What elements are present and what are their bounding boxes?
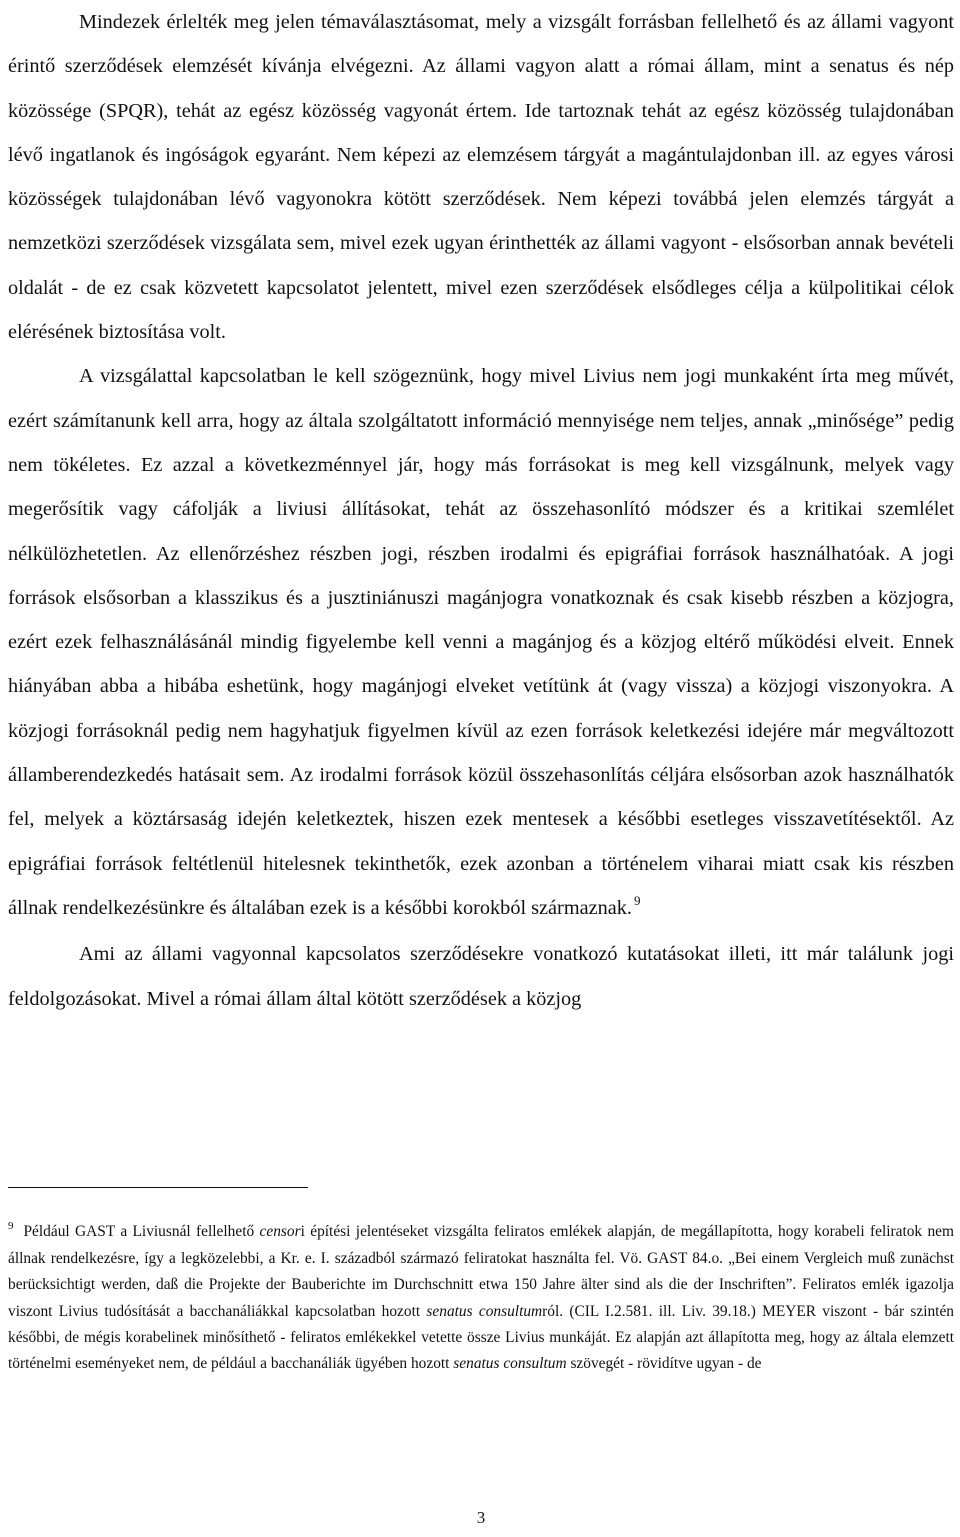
- footnote-italic-3: senatus consultum: [453, 1355, 567, 1373]
- footnote-separator: [8, 1187, 308, 1188]
- footnote-number: 9: [8, 1220, 14, 1232]
- page-number: 3: [476, 1508, 486, 1527]
- paragraph-3-text: Ami az állami vagyonnal kapcsolatos szerződésekre vonatkozó kutatásokat illeti, itt már találunk jogi feldolgozásokat. Mivel a római állam által kötött szerződések a közjog: [8, 943, 954, 1010]
- footnote-italic-2: senatus consultum: [426, 1302, 543, 1320]
- footnote-italic-1: censor: [259, 1223, 301, 1240]
- footnote-text-2: i építési jelentéseket vizsgálta feliratos emlékek alapján, de megállapította, hogy korabeli feliratok nem állnak rendelkezésre, így a legközelebbi, a Kr. e. I. századból származó feliratokat használta fel. Vö. GAST 84.o. „Bei einem Vergleich muß zunächst berücksichtigt werden, daß die Projekte der Bauberichte im Durchschnitt etwa 150 Jahre älter sind als die der Inschriften”. Feliratos emlék igazolja viszont Livius tudósítását a bacchanáliákkal kapcsolatban hozott: [8, 1223, 954, 1320]
- footnote-text-1: Például GAST a Liviusnál fellelhető: [23, 1223, 260, 1240]
- paragraph-1: [8, 0, 954, 354]
- footnote: [8, 1219, 954, 1377]
- document-page: [8, 0, 954, 1537]
- footnote-text-3: ról. (CIL I.2.581. ill. Liv. 39.18.) MEYER viszont - bár szintén későbbi, de mégis korabelinek minősíthető - feliratos emlékekkel vetette össze Livius munkáját. Ez alapján azt állapította meg, hogy az általa elemzett történelmi eseményeket nem, de például a bacchanáliák ügyében hozott: [8, 1302, 954, 1373]
- paragraph-1-text: Mindezek érlelték meg jelen témaválasztásomat, mely a vizsgált forrásban fellelhető és az állami vagyont érintő szerződések elemzését kívánja elvégezni. Az állami vagyon alatt a római állam, mint a senatus és nép közössége (SPQR), tehát az egész közösség vagyonát értem. Ide tartoznak tehát az egész közösség tulajdonában lévő ingatlanok és ingóságok egyaránt. Nem képezi az elemzésem tárgyát a magántulajdonban ill. az egyes városi közösségek tulajdonában lévő vagyonokra kötött szerződések. Nem képezi továbbá jelen elemzés tárgyát a nemzetközi szerződések vizsgálata sem, mivel ezek ugyan érinthették az állami vagyont - elsősorban annak bevételi oldalát - de ez csak közvetett kapcsolatot jelentett, mivel ezen szerződések elsődleges célja a külpolitikai célok elérésének biztosítása volt.: [8, 11, 954, 344]
- footnote-text-4: szövegét - rövidítve ugyan - de: [566, 1355, 762, 1373]
- paragraph-3: [8, 932, 954, 1021]
- body-text: [8, 0, 954, 1021]
- paragraph-2: [8, 354, 954, 932]
- footnote-9: [8, 1219, 954, 1377]
- paragraph-2-text: A vizsgálattal kapcsolatban le kell szögeznünk, hogy mivel Livius nem jogi munkaként írta meg művét, ezért számítanunk kell arra, hogy az általa szolgáltatott információ mennyisége nem teljes, annak „minősége” pedig nem tökéletes. Ez azzal a következménnyel jár, hogy más forrásokat is meg kell vizsgálnunk, melyek vagy megerősítik vagy cáfolják a liviusi állításokat, tehát az összehasonlító módszer és a kritikai szemlélet nélkülözhetetlen. Az ellenőrzéshez részben jogi, részben irodalmi és epigráfiai források használhatóak. A jogi források elsősorban a klasszikus és a jusztiniánuszi magánjogra vonatkoznak és csak kisebb részben a közjogra, ezért ezek felhasználásánál mindig figyelembe kell venni a magánjog és a közjog eltérő működési elveit. Ennek hiányában abba a hibába eshetünk, hogy magánjogi elveket vetítünk át (vagy vissza) a közjogi viszonyokra. A közjogi forrásoknál pedig nem hagyhatjuk figyelmen kívül az ezen források keletkezési idejére már megváltozott államberendezkedés hatásait sem. Az irodalmi források közül összehasonlítás céljára elsősorban azok használhatók fel, melyek a köztársaság idején keletkeztek, hiszen ezek mentesek a későbbi esetleges visszavetítésektől. Az epigráfiai források feltétlenül hitelesnek tekinthetők, ezek azonban a történelem viharai miatt csak kis részben állnak rendelkezésünkre és általában ezek is a későbbi korokból származnak.: [8, 365, 954, 919]
- footnote-reference[interactable]: 9: [633, 892, 641, 908]
